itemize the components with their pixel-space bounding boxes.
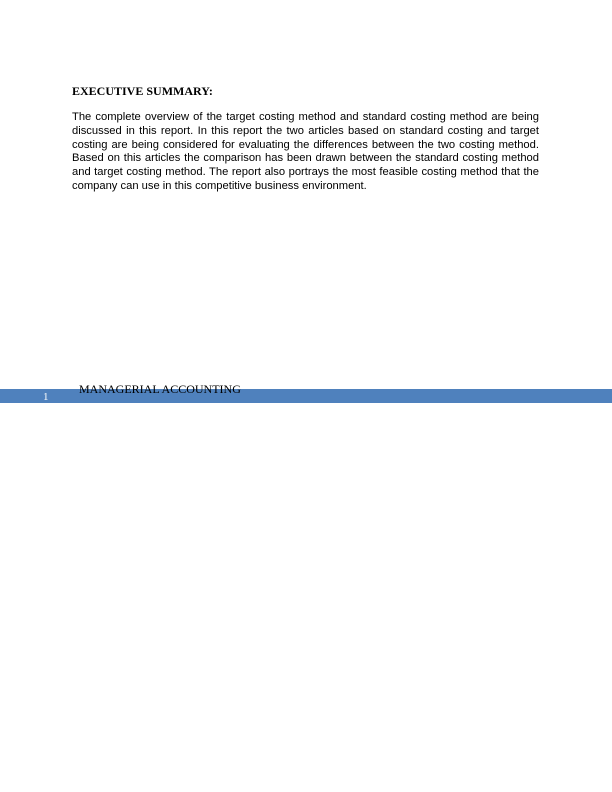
summary-paragraph: The complete overview of the target costing method and standard costing method are being discussed in this report. In this report the two articles based on standard costing and target costing are being considered for evaluating the differences between the two costing method. Based on this articles the comparison has been drawn between the standard costing method and target costing method. The report also portrays the most feasible costing method that the company can use in this competitive business environment. [72, 111, 539, 192]
footer-title: MANAGERIAL ACCOUNTING [79, 382, 241, 396]
page-number: 1 [43, 391, 49, 403]
section-heading: EXECUTIVE SUMMARY: [72, 84, 213, 98]
